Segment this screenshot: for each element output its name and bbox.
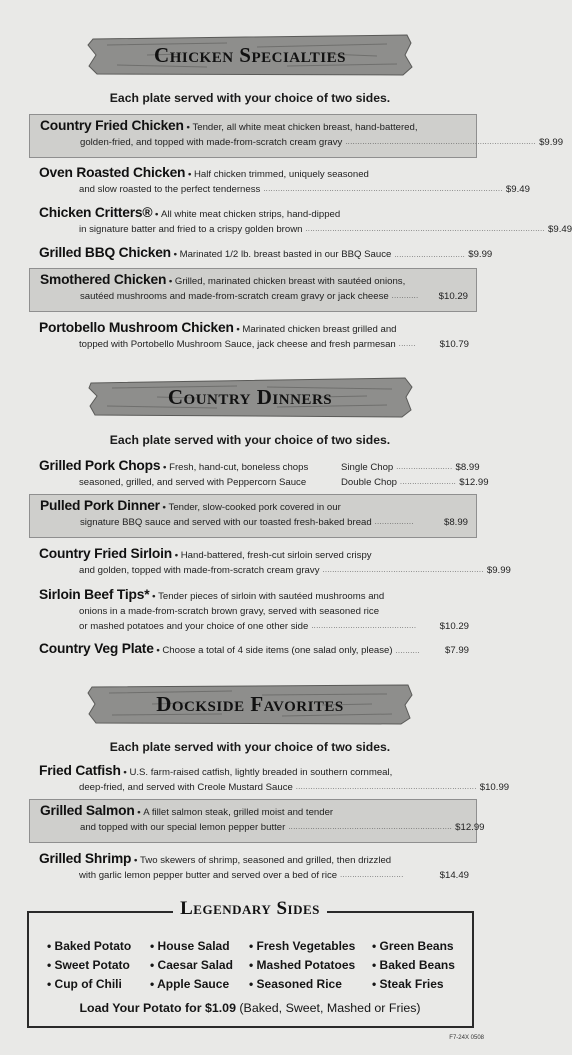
item-desc: Half chicken trimmed, uniquely seasoned [193,169,369,180]
item-desc: Two skewers of shrimp, seasoned and grilled, then drizzled [139,855,392,866]
item-price: $10.29 [439,621,469,632]
menu-item: Country Fried Sirloin • Hand-battered, fresh-cut sirloin served crispy and golden, topped with made-from-scratch cream gravy .................................................................. $9.99 [39,546,511,576]
item-desc: signature BBQ sauce and served with our toasted fresh-baked bread [80,517,372,528]
item-price: $9.49 [548,224,572,235]
item-price: $9.99 [486,565,511,576]
side-item: • House Salad [150,939,230,953]
menu-item: Smothered Chicken • Grilled, marinated chicken breast with sautéed onions, sautéed mushrooms and made-from-scratch cream gravy or jack cheese ........... $10.29 [29,268,477,312]
menu-item: Chicken Critters® • All white meat chicken strips, hand-dipped in signature batter and fried to a crispy golden brown .................................................................................................. $9.49 [39,205,572,235]
item-desc: topped with Portobello Mushroom Sauce, jack cheese and fresh parmesan [79,339,396,350]
side-item: • Baked Beans [372,958,455,972]
sides-column-4 [372,937,455,994]
item-price: $10.79 [439,339,469,350]
menu-item: Grilled Salmon • A fillet salmon steak, grilled moist and tender and topped with our special lemon pepper butter ................................................................... $12.99 [29,799,477,843]
item-name: Pulled Pork Dinner [40,498,160,513]
item-desc: Hand-battered, fresh-cut sirloin served crispy [180,550,372,561]
item-name: Country Veg Plate [39,641,154,656]
item-desc: onions in a made-from-scratch brown gravy, served with seasoned rice [79,606,380,617]
item-name: Country Fried Sirloin [39,546,173,561]
side-item: • Steak Fries [372,977,444,991]
item-price: $14.49 [439,870,469,881]
side-item: • Caesar Salad [150,958,233,972]
side-item: • Cup of Chili [47,977,122,991]
item-price: $12.99 [455,822,485,833]
sides-title: Legendary Sides [173,898,327,919]
section-banner-chicken [87,33,413,77]
side-item: • Fresh Vegetables [249,939,356,953]
item-desc: golden-fried, and topped with made-from-scratch cream gravy [80,137,343,148]
menu-item: Grilled Pork Chops • Fresh, hand-cut, boneless chops Single Chop ....................... $8.99 seasoned, grilled, and served with Peppercorn Sauce Double Chop ....................... $12.99 [39,458,489,488]
section-subtitle: Each plate served with your choice of two sides. [109,91,391,105]
item-desc: and topped with our special lemon pepper butter [80,822,286,833]
menu-item: Grilled BBQ Chicken • Marinated 1/2 lb. breast basted in our BBQ Sauce ............................. $9.99 [39,245,493,260]
section-subtitle: Each plate served with your choice of two sides. [109,433,391,447]
item-name: Grilled Pork Chops [39,458,161,473]
load-potato-line [0,1001,500,1015]
section-title: Chicken Specialties [154,42,346,67]
item-price: $9.99 [468,249,493,260]
side-item: • Seasoned Rice [249,977,342,991]
item-name: Grilled Shrimp [39,851,132,866]
item-name: Grilled BBQ Chicken [39,245,171,260]
item-desc: Tender pieces of sirloin with sautéed mushrooms and [158,591,385,602]
menu-item: Portobello Mushroom Chicken • Marinated chicken breast grilled and topped with Portobello Mushroom Sauce, jack cheese and fresh parmesan ....... $10.79 [39,320,469,350]
section-banner-country [87,375,413,419]
load-potato-options: (Baked, Sweet, Mashed or Fries) [239,1001,421,1015]
footer-code: F7-24X 0508 [449,1035,484,1041]
item-desc: with garlic lemon pepper butter and served over a bed of rice [79,870,338,881]
item-price: $10.99 [479,782,510,793]
menu-item: Pulled Pork Dinner • Tender, slow-cooked pork covered in our signature BBQ sauce and served with our toasted fresh-baked bread ................ $8.99 [29,494,477,538]
item-desc: All white meat chicken strips, hand-dipped [161,209,341,220]
option-label: Single Chop [341,462,394,473]
sides-column-2 [150,937,233,994]
item-price: $9.99 [539,137,564,148]
item-desc: or mashed potatoes and your choice of one other side [79,621,309,632]
option-label: Double Chop [341,477,398,488]
side-item: • Green Beans [372,939,454,953]
side-item: • Apple Sauce [150,977,230,991]
item-name: Fried Catfish [39,763,121,778]
item-name: Portobello Mushroom Chicken [39,320,234,335]
item-name: Oven Roasted Chicken [39,165,186,180]
item-desc: and slow roasted to the perfect tenderness [79,184,261,195]
item-desc: A fillet salmon steak, grilled moist and tender [143,807,334,818]
side-item: • Baked Potato [47,939,132,953]
item-desc: seasoned, grilled, and served with Peppercorn Sauce [79,477,307,488]
item-name: Country Fried Chicken [40,118,184,133]
item-price: $9.49 [505,184,530,195]
item-name: Smothered Chicken [40,272,167,287]
item-desc: in signature batter and fried to a crispy golden brown [79,224,303,235]
side-item: • Sweet Potato [47,958,130,972]
item-desc: Tender, slow-cooked pork covered in our [168,502,341,513]
sides-column-3 [249,937,355,994]
item-desc: Marinated 1/2 lb. breast basted in our BBQ Sauce [179,249,392,260]
sides-column-1 [47,937,131,994]
item-desc: deep-fried, and served with Creole Mustard Sauce [79,782,293,793]
option-price: $12.99 [459,477,489,488]
menu-item: Sirloin Beef Tips* • Tender pieces of sirloin with sautéed mushrooms and onions in a made-from-scratch brown gravy, served with seasoned rice or mashed potatoes and your choice of one other side ........................................... $10.29 [39,587,469,632]
section-title: Country Dinners [167,384,333,409]
item-desc: U.S. farm-raised catfish, lightly breaded in southern cornmeal, [129,767,393,778]
item-name: Grilled Salmon [40,803,135,818]
section-banner-dockside [87,682,413,726]
item-name: Sirloin Beef Tips* [39,587,150,602]
load-potato-offer: Load Your Potato for $1.09 [79,1001,236,1015]
item-price: $8.99 [443,517,468,528]
menu-item: Oven Roasted Chicken • Half chicken trimmed, uniquely seasoned and slow roasted to the perfect tenderness .................................................................................................. $9.49 [39,165,530,195]
menu-item: Fried Catfish • U.S. farm-raised catfish, lightly breaded in southern cornmeal, deep-fried, and served with Creole Mustard Sauce .......................................................................... $10.99 [39,763,510,793]
item-price: $10.29 [438,291,468,302]
item-desc: Fresh, hand-cut, boneless chops [169,462,309,473]
option-price: $8.99 [455,462,480,473]
menu-item: Country Fried Chicken • Tender, all white meat chicken breast, hand-battered, golden-fried, and topped with made-from-scratch cream gravy .............................................................................. $9.99 [29,114,477,158]
section-subtitle: Each plate served with your choice of two sides. [109,740,391,754]
item-name: Chicken Critters® [39,205,153,220]
item-desc: Grilled, marinated chicken breast with sautéed onions, [174,276,406,287]
side-item: • Mashed Potatoes [249,958,356,972]
menu-item: Grilled Shrimp • Two skewers of shrimp, seasoned and grilled, then drizzled with garlic lemon pepper butter and served over a bed of rice .......................... $14.49 [39,851,469,881]
item-desc: Marinated chicken breast grilled and [242,324,397,335]
item-desc: Choose a total of 4 side items (one salad only, please) [162,645,393,656]
item-desc: Tender, all white meat chicken breast, hand-battered, [192,122,418,133]
item-desc: sautéed mushrooms and made-from-scratch cream gravy or jack cheese [80,291,389,302]
menu-item: Country Veg Plate • Choose a total of 4 side items (one salad only, please) .......... $7.99 [39,641,469,656]
item-desc: and golden, topped with made-from-scratch cream gravy [79,565,320,576]
section-title: Dockside Favorites [156,691,344,716]
item-price: $7.99 [444,645,469,656]
sides-title-wrap [0,898,500,920]
